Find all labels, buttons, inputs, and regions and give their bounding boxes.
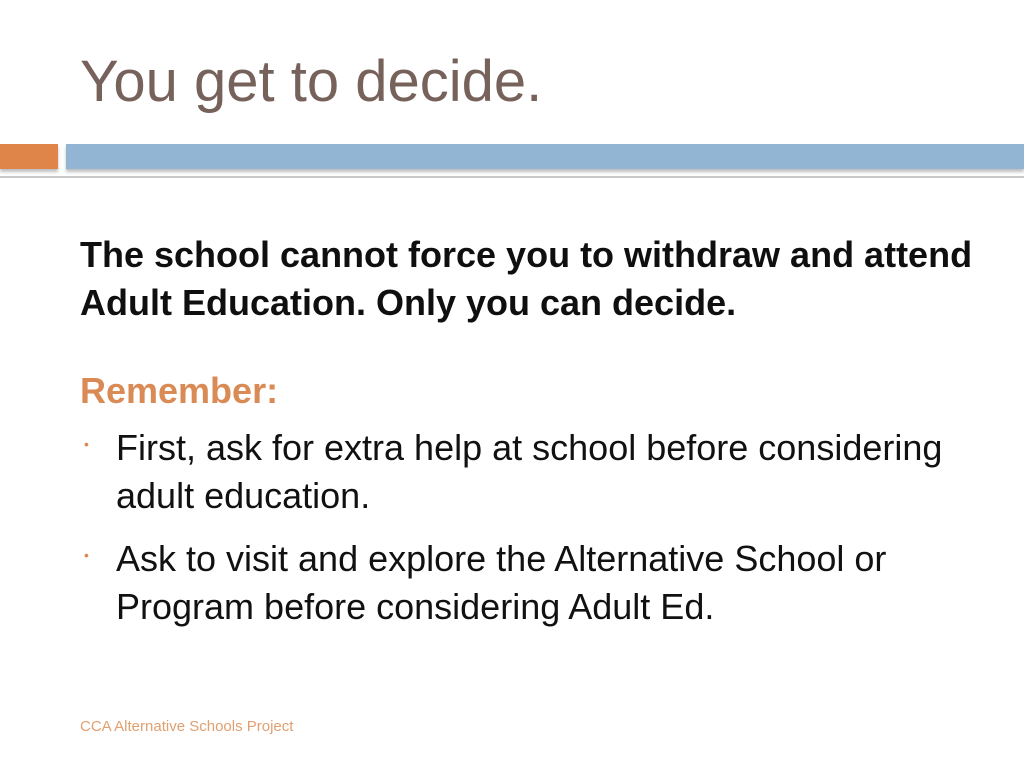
bullet-dot-icon: • bbox=[84, 436, 89, 452]
title-divider bbox=[0, 176, 1024, 178]
bullet-item bbox=[80, 424, 980, 520]
bullet-dot-icon: • bbox=[84, 547, 89, 563]
slide-footer: CCA Alternative Schools Project bbox=[80, 718, 294, 735]
blue-title-bar bbox=[66, 144, 1024, 169]
bullet-text: First, ask for extra help at school before considering adult education. bbox=[116, 427, 943, 516]
bullet-list bbox=[80, 424, 980, 646]
bullet-item bbox=[80, 535, 980, 631]
remember-heading: Remember: bbox=[80, 370, 279, 411]
slide-title: You get to decide. bbox=[80, 49, 543, 114]
lead-statement: The school cannot force you to withdraw and attend Adult Education. Only you can decide. bbox=[80, 234, 973, 323]
bullet-text: Ask to visit and explore the Alternative School or Program before considering Adult Ed. bbox=[116, 538, 887, 627]
orange-accent-bar bbox=[0, 144, 58, 169]
